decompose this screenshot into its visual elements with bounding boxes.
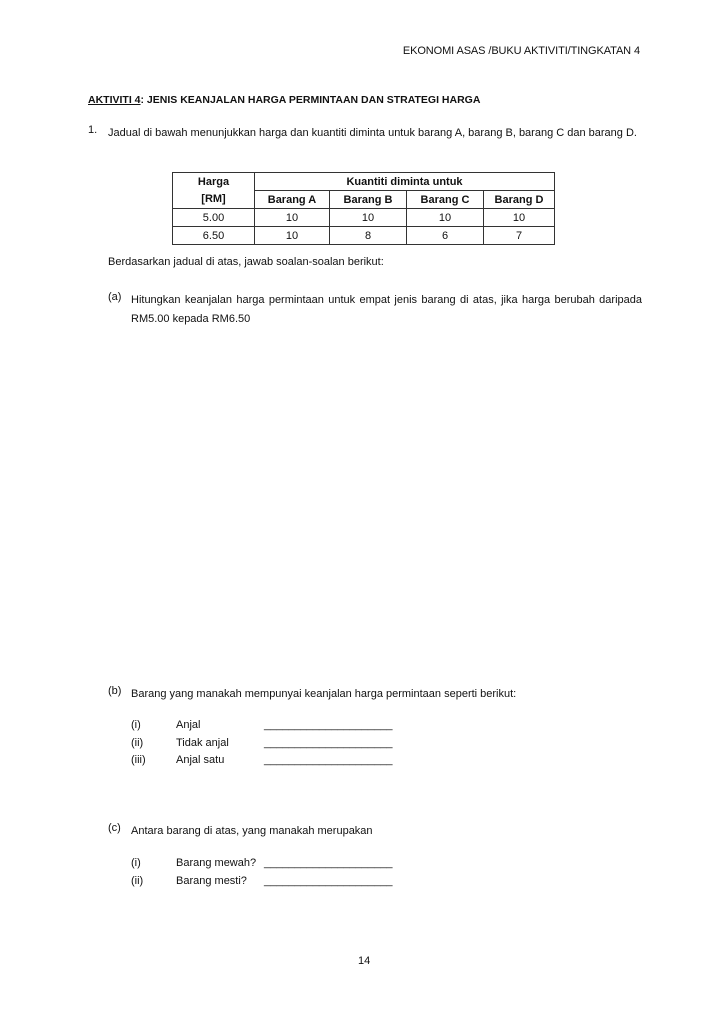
part-a-label: (a) [108,291,122,303]
column-header: Barang A [255,191,330,209]
quantity-cell: 7 [484,227,555,245]
column-header: Barang B [330,191,407,209]
column-header: Barang D [484,191,555,209]
answer-blank[interactable]: _____________________ [264,737,393,749]
item-number: (i) [131,857,141,869]
item-label: Tidak anjal [176,737,229,749]
activity-label: AKTIVITI 4 [88,94,141,106]
item-label: Anjal satu [176,754,225,766]
table-row [173,209,555,227]
item-number: (iii) [131,754,146,766]
answer-blank[interactable]: _____________________ [264,857,393,869]
quantity-cell: 10 [484,209,555,227]
part-c-label: (c) [108,822,121,834]
part-b-text: Barang yang manakah mempunyai keanjalan harga permintaan seperti berikut: [131,688,517,700]
page-header: EKONOMI ASAS /BUKU AKTIVITI/TINGKATAN 4 [402,45,640,57]
part-a-text: Hitungkan keanjalan harga permintaan untuk empat jenis barang di atas, jika harga berubah daripada RM5.00 kepada RM6.50 [131,294,642,325]
quantity-group-header: Kuantiti diminta untuk [255,173,555,191]
quantity-cell: 6 [407,227,484,245]
item-number: (ii) [131,875,144,887]
question-number: 1. [88,124,98,136]
table-row [173,227,555,245]
price-cell: 5.00 [173,209,255,227]
quantity-cell: 10 [255,227,330,245]
question-text: Jadual di bawah menunjukkan harga dan kuantiti diminta untuk barang A, barang B, barang C dan barang D. [108,127,637,139]
answer-blank[interactable]: _____________________ [264,754,393,766]
item-number: (i) [131,719,141,731]
item-number: (ii) [131,737,144,749]
answer-blank[interactable]: _____________________ [264,719,393,731]
quantity-cell: 10 [255,209,330,227]
part-b-label: (b) [108,685,122,697]
part-c-text: Antara barang di atas, yang manakah merupakan [131,825,373,837]
answer-blank[interactable]: _____________________ [264,875,393,887]
quantity-cell: 10 [407,209,484,227]
item-label: Barang mesti? [176,875,247,887]
quantity-cell: 10 [330,209,407,227]
price-cell: 6.50 [173,227,255,245]
activity-title [88,94,480,106]
price-unit-header: [RM] [173,191,255,209]
data-table [172,172,555,245]
price-header: Harga [173,173,255,191]
column-header: Barang C [407,191,484,209]
item-label: Anjal [176,719,201,731]
instruction-text: Berdasarkan jadual di atas, jawab soalan-soalan berikut: [108,256,384,268]
item-label: Barang mewah? [176,857,257,869]
page-number: 14 [358,955,371,967]
quantity-cell: 8 [330,227,407,245]
activity-title-text: : JENIS KEANJALAN HARGA PERMINTAAN DAN STRATEGI HARGA [140,94,481,106]
